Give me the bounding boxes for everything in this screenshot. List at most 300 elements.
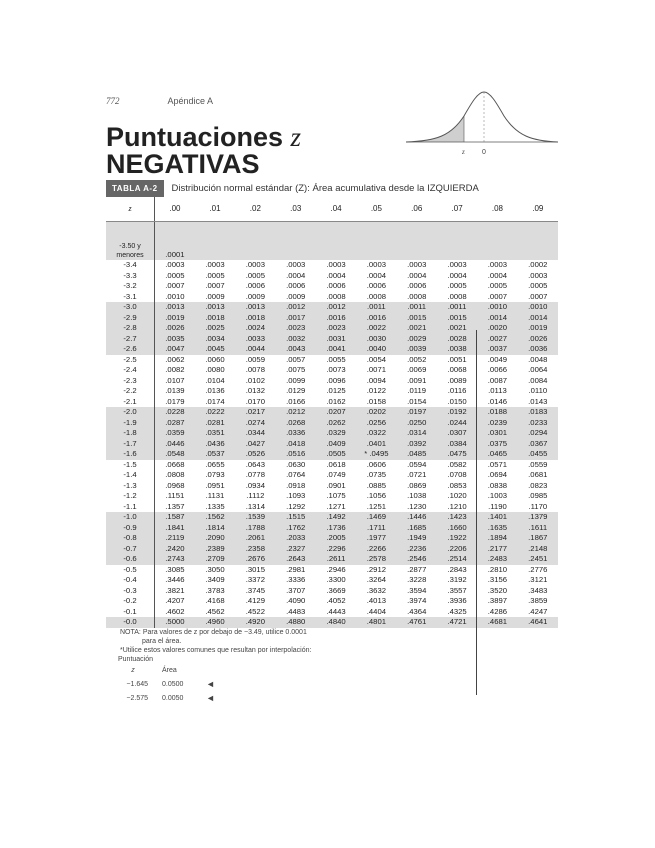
area-value [437, 222, 477, 261]
area-value: .0015 [437, 313, 477, 324]
area-value: .4090 [286, 596, 306, 605]
z-value: -1.5 [106, 460, 155, 471]
table-row [106, 544, 558, 555]
area-value: .0274 [235, 418, 275, 429]
z-value: -3.50 y menores [106, 222, 155, 261]
curve-line [406, 92, 558, 142]
area-value: .0197 [397, 407, 437, 418]
area-value: .0154 [407, 396, 427, 406]
area-value: .0006 [286, 281, 306, 290]
area-value: .3897 [487, 596, 508, 605]
area-value: .2090 [195, 533, 235, 544]
area-value: .0029 [397, 334, 437, 345]
area-value: .0006 [326, 281, 346, 290]
table-row [106, 575, 558, 586]
z-value: -0.2 [106, 596, 155, 607]
area-value: .3936 [447, 596, 467, 605]
area-value: .3156 [487, 575, 508, 584]
area-value: .0099 [286, 375, 306, 385]
area-value: .2033 [276, 533, 316, 544]
area-value: .0037 [477, 344, 517, 355]
area-value: .4443 [326, 606, 346, 616]
area-value: .1562 [195, 512, 235, 523]
area-value: .0087 [487, 375, 508, 385]
area-value: .0418 [276, 439, 316, 450]
table-row [106, 323, 558, 334]
area-value: .0179 [165, 396, 185, 406]
legend-header-area: Área [162, 666, 177, 674]
area-value: .0048 [528, 354, 548, 364]
title-z: z [290, 122, 302, 152]
z-value: -2.5 [106, 355, 155, 366]
area-value: .3974 [407, 596, 427, 605]
area-value: .0026 [518, 334, 558, 345]
area-value: .0044 [235, 344, 275, 355]
area-value: .0003 [205, 260, 225, 269]
table-row [106, 386, 558, 397]
area-value: .4761 [397, 617, 437, 628]
area-value: .0166 [286, 396, 306, 406]
title-line2: NEGATIVAS [106, 149, 260, 179]
z-value: -2.1 [106, 397, 155, 408]
area-value: .3446 [165, 575, 185, 584]
table-row [106, 523, 558, 534]
area-value: .0051 [447, 354, 467, 364]
area-value [477, 222, 517, 261]
area-value: .0132 [245, 386, 265, 395]
legend-rows [118, 677, 215, 705]
area-value: .1539 [235, 512, 275, 523]
table-row [106, 365, 558, 376]
area-value: .0096 [326, 375, 346, 385]
area-value: .3520 [487, 585, 508, 595]
area-value: .2676 [235, 554, 275, 565]
area-value: .0006 [366, 281, 387, 290]
table-row [106, 271, 558, 282]
area-value: .1446 [397, 512, 437, 523]
area-value: .0455 [518, 449, 558, 460]
area-value: .0116 [447, 386, 467, 395]
area-value: .1056 [366, 491, 387, 500]
area-value: .0823 [528, 480, 548, 490]
area-value: .0287 [155, 418, 195, 429]
area-value: .0009 [245, 291, 265, 301]
area-value: .0003 [286, 260, 306, 269]
area-value: .0078 [245, 365, 265, 374]
area-value: .0150 [447, 396, 467, 406]
area-value: .0012 [276, 302, 316, 313]
table-row [106, 407, 558, 418]
area-value: .1292 [286, 501, 306, 511]
area-value: .3121 [528, 575, 548, 584]
area-value: .0066 [487, 365, 508, 374]
area-value: .0020 [477, 323, 517, 334]
area-value: .3821 [165, 585, 185, 595]
table-body [106, 222, 558, 628]
area-value: .1660 [437, 523, 477, 534]
z-value: -2.2 [106, 386, 155, 397]
area-value: .1788 [235, 523, 275, 534]
area-value: .3483 [528, 585, 548, 595]
area-value: .1230 [407, 501, 427, 511]
table-header-row [106, 197, 558, 222]
area-value: .5000 [155, 617, 195, 628]
area-value: .0062 [165, 354, 185, 364]
area-value: .0951 [205, 480, 225, 490]
area-value: .2420 [155, 544, 195, 555]
z-value: -1.9 [106, 418, 155, 429]
column-header: .06 [397, 197, 437, 222]
area-value: .0808 [165, 470, 185, 479]
area-value: .0113 [488, 386, 507, 395]
area-value: .3669 [326, 585, 346, 595]
area-value: .0069 [407, 365, 427, 374]
area-value: .0005 [487, 281, 508, 290]
area-value: .2611 [316, 554, 356, 565]
area-value: .0401 [356, 439, 396, 450]
area-value: .0004 [407, 270, 427, 280]
z-value: -2.3 [106, 376, 155, 387]
area-value: .3783 [205, 585, 225, 595]
area-value: .0681 [528, 470, 548, 479]
area-value: .0019 [518, 323, 558, 334]
area-value: .1635 [477, 523, 517, 534]
area-value [518, 222, 558, 261]
area-value: .0136 [205, 386, 225, 395]
area-value: .4325 [447, 606, 467, 616]
area-value: .4404 [366, 606, 387, 616]
area-value: .0853 [447, 480, 467, 490]
area-value: .1814 [195, 523, 235, 534]
area-value: .2877 [407, 564, 427, 574]
area-value: .0040 [356, 344, 396, 355]
area-value: .1020 [447, 491, 467, 500]
z-value: -3.0 [106, 302, 155, 313]
table-row [106, 586, 558, 597]
area-value: .3707 [286, 585, 306, 595]
area-value: * .0495 [356, 449, 396, 460]
area-value: .0003 [366, 260, 387, 269]
legend-row [118, 691, 215, 705]
z-value: -3.2 [106, 281, 155, 292]
area-value: .4522 [245, 606, 265, 616]
area-value: .2776 [528, 564, 548, 574]
area-value: .3594 [407, 585, 427, 595]
area-value: .0071 [366, 365, 387, 374]
area-value: .3300 [326, 575, 346, 584]
area-value: .0005 [447, 281, 467, 290]
area-value: .1685 [397, 523, 437, 534]
area-value: .0014 [518, 313, 558, 324]
table-row [106, 292, 558, 303]
z-value: -0.4 [106, 575, 155, 586]
table-row [106, 355, 558, 366]
area-value: .0025 [195, 323, 235, 334]
area-value: .2743 [155, 554, 195, 565]
area-value: .0035 [155, 334, 195, 345]
area-value: .0003 [407, 260, 427, 269]
area-value: .1867 [518, 533, 558, 544]
area-value: .1112 [246, 491, 265, 500]
area-value: .0392 [397, 439, 437, 450]
area-value: .0336 [276, 428, 316, 439]
area-value: .4641 [518, 617, 558, 628]
area-value: .1587 [155, 512, 195, 523]
area-value: .0082 [165, 365, 185, 374]
area-value: .0003 [487, 260, 508, 269]
area-value: .2266 [356, 544, 396, 555]
arrow-icon: ◄ [206, 693, 215, 703]
area-value: .0367 [518, 439, 558, 450]
table-row [106, 418, 558, 429]
area-value: .1271 [326, 501, 346, 511]
area-value: .0060 [205, 354, 225, 364]
area-value: .0643 [245, 459, 265, 469]
curve-z-label: z [462, 148, 465, 156]
table-row [106, 460, 558, 471]
area-value: .0618 [326, 459, 346, 469]
z-value: -1.4 [106, 470, 155, 481]
area-value: .0002 [528, 260, 548, 269]
area-value: .0003 [447, 260, 467, 269]
area-value: .0329 [316, 428, 356, 439]
area-value: .2236 [397, 544, 437, 555]
area-value: .0047 [155, 344, 195, 355]
area-value: .0107 [165, 375, 185, 385]
area-value: .0057 [286, 354, 306, 364]
area-value: .0869 [407, 480, 427, 490]
column-header: .02 [235, 197, 275, 222]
area-value: .0582 [447, 459, 467, 469]
area-value: .1762 [276, 523, 316, 534]
area-value: .2643 [276, 554, 316, 565]
area-value: .0207 [316, 407, 356, 418]
area-value: .2206 [437, 544, 477, 555]
z-value: -1.2 [106, 491, 155, 502]
area-value: .2177 [477, 544, 517, 555]
area-value: .2296 [316, 544, 356, 555]
area-value: .1841 [155, 523, 195, 534]
table-row [106, 512, 558, 523]
area-value: .0548 [155, 449, 195, 460]
area-value: .2119 [155, 533, 195, 544]
area-value: .0764 [286, 470, 306, 479]
area-value: .1894 [477, 533, 517, 544]
area-value: .0183 [518, 407, 558, 418]
area-value: .0129 [286, 386, 306, 395]
area-value: .1151 [165, 491, 185, 500]
z-value: -0.0 [106, 617, 155, 628]
area-value: .0375 [477, 439, 517, 450]
area-value: .1131 [205, 491, 225, 500]
z-value: -1.0 [106, 512, 155, 523]
area-value: .0004 [366, 270, 387, 280]
area-value: .0162 [326, 396, 346, 406]
area-value: .0749 [326, 470, 346, 479]
table-banner [106, 180, 558, 197]
area-value: .0026 [155, 323, 195, 334]
area-value: .2148 [518, 544, 558, 555]
area-value [195, 222, 235, 261]
page-number: 772 [106, 96, 120, 106]
area-value: .0003 [165, 260, 185, 269]
table-row [106, 302, 558, 313]
area-value: .0102 [245, 375, 265, 385]
z-value: -1.1 [106, 502, 155, 513]
column-header: .01 [195, 197, 235, 222]
area-value: .0011 [356, 302, 396, 313]
z-value: -2.6 [106, 344, 155, 355]
area-value: .0008 [447, 291, 467, 301]
z-value: -0.7 [106, 544, 155, 555]
area-value: .0409 [316, 439, 356, 450]
z-table-container [106, 197, 558, 628]
area-value: .0007 [165, 281, 185, 290]
table-row [106, 607, 558, 618]
area-value: .0516 [276, 449, 316, 460]
table-row [106, 596, 558, 607]
area-value: .3264 [366, 575, 387, 584]
area-value: .0119 [407, 386, 427, 395]
area-value: .1003 [487, 491, 508, 500]
area-value: .0222 [195, 407, 235, 418]
area-value: .0016 [316, 313, 356, 324]
area-value: .0018 [235, 313, 275, 324]
area-value: .0011 [397, 302, 437, 313]
area-value: .0778 [245, 470, 265, 479]
area-value: .0010 [518, 302, 558, 313]
area-value: .1357 [165, 501, 185, 511]
legend-row [118, 677, 215, 691]
area-value: .0436 [195, 439, 235, 450]
table-row [106, 533, 558, 544]
area-value: .0049 [487, 354, 508, 364]
area-value: .1515 [276, 512, 316, 523]
area-value: .1492 [316, 512, 356, 523]
area-value: .0006 [245, 281, 265, 290]
interpolation-bar [476, 330, 477, 695]
area-value: .0174 [205, 396, 225, 406]
table-row [106, 313, 558, 324]
area-value: .0934 [245, 480, 265, 490]
area-value: .2709 [195, 554, 235, 565]
z-value: -2.0 [106, 407, 155, 418]
area-value: .0838 [487, 480, 508, 490]
area-value: .2981 [286, 564, 306, 574]
curve-zero-label: 0 [482, 149, 486, 156]
area-value: .2061 [235, 533, 275, 544]
area-value: .0027 [477, 334, 517, 345]
area-value: .1335 [205, 501, 225, 511]
area-value: .2389 [195, 544, 235, 555]
area-value: .2546 [397, 554, 437, 565]
area-value: .4681 [477, 617, 517, 628]
area-value: .0089 [447, 375, 467, 385]
table-row [106, 376, 558, 387]
area-value: .0694 [487, 470, 508, 479]
area-value: .0003 [528, 270, 548, 280]
area-value: .0013 [235, 302, 275, 313]
area-value: .4483 [286, 606, 306, 616]
area-value: .4013 [366, 596, 387, 605]
area-value: .1314 [245, 501, 265, 511]
area-value: .0351 [195, 428, 235, 439]
area-value: .0268 [276, 418, 316, 429]
table-notes [120, 628, 311, 655]
area-value: .0007 [205, 281, 225, 290]
area-value: .0526 [235, 449, 275, 460]
area-value: .0007 [528, 291, 548, 301]
area-value: .0052 [407, 354, 427, 364]
area-value: .0244 [437, 418, 477, 429]
area-value: .0073 [326, 365, 346, 374]
area-value: .0505 [316, 449, 356, 460]
interpolation-legend [118, 656, 215, 705]
area-value: .0059 [245, 354, 265, 364]
area-value: .4602 [165, 606, 185, 616]
area-value: .1093 [286, 491, 306, 500]
table-row [106, 470, 558, 481]
area-value: .3085 [165, 564, 185, 574]
table-row [106, 481, 558, 492]
area-value: .4286 [487, 606, 508, 616]
area-value: .0019 [155, 313, 195, 324]
area-value: .0068 [447, 365, 467, 374]
area-value: .0985 [528, 491, 548, 500]
area-value: .0012 [316, 302, 356, 313]
z-column-header: z [106, 197, 155, 222]
area-value: .0001 [155, 222, 195, 261]
area-value: .0008 [407, 291, 427, 301]
table-row [106, 260, 558, 271]
area-value: .0022 [356, 323, 396, 334]
area-value: .0094 [366, 375, 387, 385]
area-value: .2810 [487, 564, 508, 574]
area-value: .3228 [407, 575, 427, 584]
area-value: .3372 [245, 575, 265, 584]
area-value: .0559 [528, 459, 548, 469]
area-value: .0606 [366, 459, 387, 469]
table-row [106, 439, 558, 450]
area-value: .4721 [437, 617, 477, 628]
area-value: .0294 [518, 428, 558, 439]
area-value: .0084 [528, 375, 548, 385]
area-value: .0005 [528, 281, 548, 290]
area-value: .0485 [397, 449, 437, 460]
area-value [356, 222, 396, 261]
area-value: .0021 [437, 323, 477, 334]
z-value: -3.4 [106, 260, 155, 271]
title-line1: Puntuaciones [106, 122, 291, 152]
area-value: .0032 [276, 334, 316, 345]
area-value: .2578 [356, 554, 396, 565]
area-value: .1423 [437, 512, 477, 523]
area-value: .0004 [487, 270, 508, 280]
area-value: .4207 [165, 596, 185, 605]
area-value: .1379 [518, 512, 558, 523]
area-value: .1038 [407, 491, 427, 500]
area-value: .0571 [487, 459, 508, 469]
area-value: .0188 [477, 407, 517, 418]
table-row [106, 281, 558, 292]
legend-header-row [118, 663, 215, 677]
area-value: .0427 [235, 439, 275, 450]
area-value: .4880 [276, 617, 316, 628]
area-value: .0009 [205, 291, 225, 301]
area-value: .0446 [155, 439, 195, 450]
z-value: -1.7 [106, 439, 155, 450]
area-value: .0735 [366, 470, 387, 479]
